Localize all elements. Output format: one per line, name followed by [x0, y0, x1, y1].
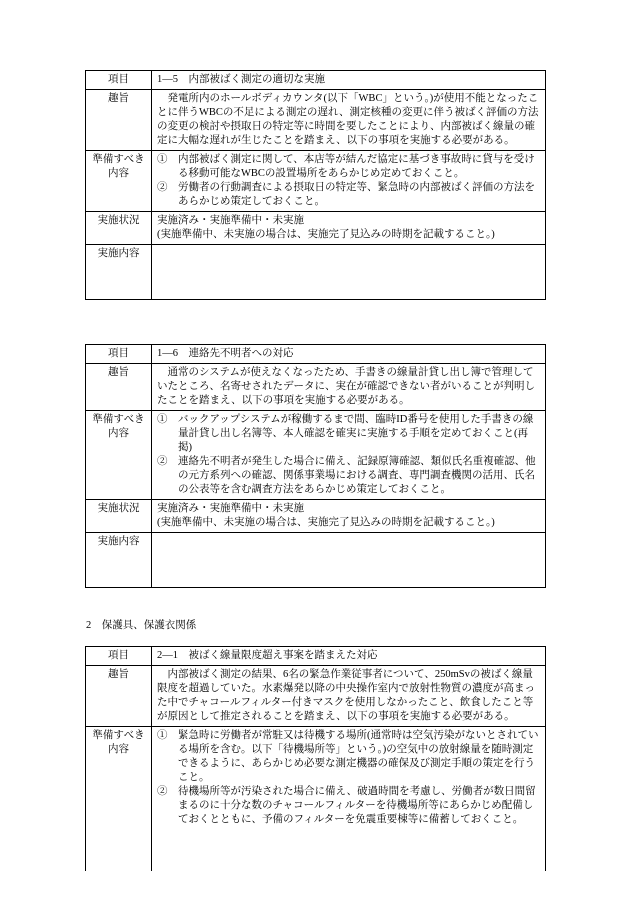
implementation-text — [152, 533, 545, 587]
item-row — [86, 345, 545, 364]
item-value: 1―5 内部被ばく測定の適切な実施 — [157, 74, 325, 85]
status-row — [86, 212, 545, 245]
implementation-row — [86, 533, 545, 587]
preparation-row — [86, 151, 545, 212]
preparation-item: ② 労働者の行動調査による摂取日の特定等、緊急時の内部被ばく評価の方法をあらかじめ策定しておくこと。 — [157, 182, 535, 207]
item-table-2-1 — [85, 646, 546, 871]
item-table-1-5 — [85, 70, 546, 300]
purpose-label-cell: 趣旨 — [86, 90, 152, 150]
status-note: (実施準備中、未実施の場合は、実施完了見込みの時期を記載すること。) — [157, 517, 495, 528]
status-text — [152, 500, 545, 532]
implementation-row — [86, 245, 545, 299]
purpose-row — [86, 666, 545, 727]
item-table-1-6 — [85, 344, 546, 588]
purpose-text: 内部被ばく測定の結果、6名の緊急作業従事者について、250mSvの被ばく線量限度を超過していた。水素爆発以降の中央操作室内で放射性物質の濃度が高まった中でチャコールフィルター付きマスクを使用しなかったこと、飲食したこと等が原因として推定されることを踏まえ、以下の事項を実施する必要がある。 — [157, 669, 535, 722]
item-value: 1―6 連絡先不明者への対応 — [157, 348, 294, 359]
purpose-row — [86, 90, 545, 151]
preparation-label-cell: 準備すべき内容 — [86, 411, 152, 499]
status-line: 実施済み・実施準備中・未実施 — [157, 503, 304, 514]
item-label-cell: 項目 — [86, 345, 152, 363]
implementation-label-cell: 実施内容 — [86, 533, 152, 587]
item-value: 2―1 被ばく線量限度超え事案を踏まえた対応 — [157, 650, 378, 661]
preparation-row — [86, 727, 545, 871]
preparation-list — [152, 727, 545, 871]
purpose-row — [86, 364, 545, 411]
status-label-cell: 実施状況 — [86, 212, 152, 244]
preparation-item: ① バックアップシステムが稼働するまで間、臨時ID番号を使用した手書きの線量計貸し出し名簿等、本人確認を確実に実施する手順を定めておくこと(再掲) — [157, 414, 534, 453]
preparation-list — [152, 411, 545, 499]
status-line: 実施済み・実施準備中・未実施 — [157, 215, 304, 226]
preparation-label-cell: 準備すべき内容 — [86, 151, 152, 211]
preparation-row — [86, 411, 545, 500]
status-note: (実施準備中、未実施の場合は、実施完了見込みの時期を記載すること。) — [157, 229, 495, 240]
implementation-label-cell: 実施内容 — [86, 245, 152, 299]
implementation-text — [152, 245, 545, 299]
preparation-item: ① 緊急時に労働者が常駐又は待機する場所(通常時は空気汚染がないとされている場所を含む。以下「待機場所等」という。)の空気中の放射線量を随時測定できるように、あらかじめ必要な測定機器の確保及び測定手順の策定を行うこと。 — [157, 730, 539, 783]
item-label-cell: 項目 — [86, 647, 152, 665]
status-text — [152, 212, 545, 244]
purpose-label-cell: 趣旨 — [86, 666, 152, 726]
purpose-text: 通常のシステムが使えなくなったため、手書きの線量計貸し出し簿で管理していたところ、名寄せされたデータに、実在が確認できない者がいることが判明したことを踏まえ、以下の事項を実施する必要がある。 — [157, 367, 535, 406]
status-label-cell: 実施状況 — [86, 500, 152, 532]
status-row — [86, 500, 545, 533]
item-row — [86, 647, 545, 666]
preparation-item: ① 内部被ばく測定に関して、本店等が結んだ協定に基づき事故時に貸与を受ける移動可能なWBCの設置場所をあらかじめ定めておくこと。 — [157, 154, 535, 179]
section-heading: 2 保護具、保護衣関係 — [86, 620, 197, 631]
item-row — [86, 71, 545, 90]
purpose-text: 発電所内のホールボディカウンタ(以下「WBC」という。)が使用不能となったことに伴うWBCの不足による測定の遅れ、測定核種の変更に伴う被ばく評価の方法の変更の検討や摂取日の特定等に時間を要したことにより、内部被ばく線量の確定に大幅な遅れが生じたことを踏まえ、以下の事項を実施する必要がある。 — [157, 93, 539, 146]
item-label-cell: 項目 — [86, 71, 152, 89]
preparation-item: ② 待機場所等が汚染された場合に備え、破過時間を考慮し、労働者が数日間留まるのに十分な数のチャコールフィルターを待機場所等にあらかじめ配備しておくとともに、予備のフィルターを免震重要棟等に備蓄しておくこと。 — [157, 786, 536, 825]
preparation-label-cell: 準備すべき内容 — [86, 727, 152, 871]
preparation-list — [152, 151, 545, 211]
purpose-label-cell: 趣旨 — [86, 364, 152, 410]
preparation-item: ② 連絡先不明者が発生した場合に備え、記録原簿確認、類似氏名重複確認、他の元方系列への確認、関係事業場における調査、専門調査機関の活用、氏名の公表等を含む調査方法をあらかじめ策定しておくこと。 — [157, 456, 536, 495]
